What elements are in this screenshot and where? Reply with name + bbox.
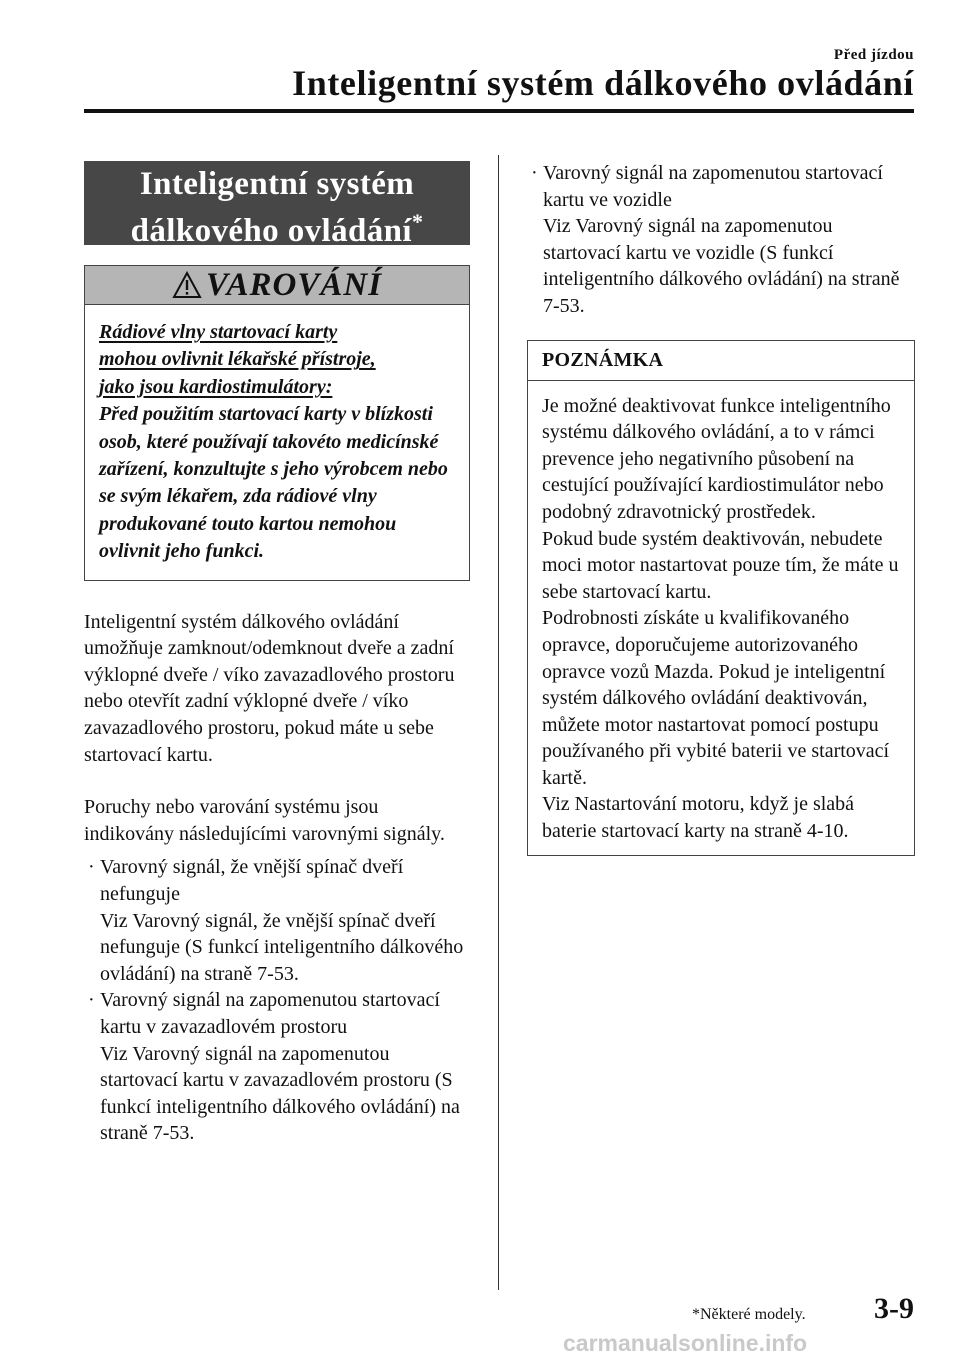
note-label: POZNÁMKA xyxy=(528,341,914,381)
list-item xyxy=(84,854,470,987)
section-title-box xyxy=(84,161,470,249)
note-paragraph: Podrobnosti získáte u kvalifikovaného opravce, doporučujeme autorizovaného opravce vozů Mazda. Pokud je inteligentní systém dálkového ovládání deaktivován, můžete motor nastartovat pomocí postupu používaného při vybité baterii ve startovací kartě. xyxy=(542,607,890,789)
bullet-dot: · xyxy=(88,989,95,1012)
bullet-dot: · xyxy=(531,162,538,184)
list-item-title: Varovný signál, že vnější spínač dveří nefunguje xyxy=(100,856,404,905)
list-item-reference: Viz Varovný signál na zapomenutou startovací kartu v zavazadlovém prostoru (S funkcí inteligentního dálkového ovládání) na straně 7-53. xyxy=(100,1042,460,1145)
note-paragraph: Je možné deaktivovat funkce inteligentního systému dálkového ovládání, a to v rámci prevence jeho negativního působení na cestující používající kardiostimulátor nebo podobný zdravotnický prostředek. xyxy=(542,394,891,523)
section-title-line-2: dálkového ovládání* xyxy=(130,209,424,249)
warning-text: Před použitím startovací karty v blízkosti osob, které používají takovéto medicínské zařízení, konzultujte s jeho výrobcem nebo se svým lékařem, zda rádiové vlny produkované touto kartou nemohou ovlivnit jeho funkci. xyxy=(99,403,448,563)
note-body xyxy=(528,381,914,855)
running-page-title: Inteligentní systém dálkového ovládání xyxy=(292,63,914,103)
warning-underlined-line: mohou ovlivnit lékařské přístroje, xyxy=(99,348,376,371)
footnote-mark: * xyxy=(411,209,424,234)
running-section-title: Před jízdou xyxy=(833,47,914,63)
list-item xyxy=(527,160,915,320)
footnote: *Některé modely. xyxy=(692,1306,806,1323)
note-box xyxy=(527,340,915,856)
list-item-title: Varovný signál na zapomenutou startovací kartu v zavazadlovém prostoru xyxy=(100,989,440,1038)
watermark: carmanualsonline.info xyxy=(563,1330,808,1356)
warning-body xyxy=(85,305,469,580)
section-title-line-1: Inteligentní systém xyxy=(139,166,415,202)
right-column xyxy=(527,160,915,856)
list-item-reference: Viz Varovný signál na zapomenutou startovací kartu ve vozidle (S funkcí inteligentního dálkového ovládání) na straně 7-53. xyxy=(543,215,900,317)
note-paragraph: Viz Nastartování motoru, když je slabá baterie startovací karty na straně 4-10. xyxy=(542,793,855,843)
warning-underlined-line: jako jsou kardiostimulátory: xyxy=(99,375,333,398)
warning-header xyxy=(85,266,469,305)
warning-label: VAROVÁNÍ xyxy=(205,266,383,303)
note-paragraph: Pokud bude systém deaktivován, nebudete moci motor nastartovat pouze tím, že máte u sebe startovací kartu. xyxy=(542,527,899,603)
warning-signal-list-continued xyxy=(527,160,915,320)
header-rule xyxy=(84,109,914,113)
list-item-reference: Viz Varovný signál, že vnější spínač dveří nefunguje (S funkcí inteligentního dálkového ovládání) na straně 7-53. xyxy=(100,909,464,985)
warning-underlined-line: Rádiové vlny startovací karty xyxy=(99,321,338,343)
column-divider xyxy=(498,155,499,1290)
warning-signal-list xyxy=(84,854,470,1147)
list-item-title: Varovný signál na zapomenutou startovací kartu ve vozidle xyxy=(543,162,883,211)
left-column xyxy=(84,161,470,1147)
page-number: 3-9 xyxy=(874,1292,914,1325)
bullet-dot: · xyxy=(88,856,95,879)
list-item xyxy=(84,987,470,1147)
intro-paragraph: Inteligentní systém dálkového ovládání umožňuje zamknout/odemknout dveře a zadní výklopné dveře / víko zavazadlového prostoru nebo otevřít zadní výklopné dveře / víko zavazadlového prostoru, pokud máte u sebe startovací kartu. xyxy=(84,610,455,766)
warning-box xyxy=(84,265,470,581)
warning-signals-paragraph: Poruchy nebo varování systému jsou indikovány následujícími varovnými signály. xyxy=(84,796,445,845)
warning-triangle-icon xyxy=(172,271,202,299)
